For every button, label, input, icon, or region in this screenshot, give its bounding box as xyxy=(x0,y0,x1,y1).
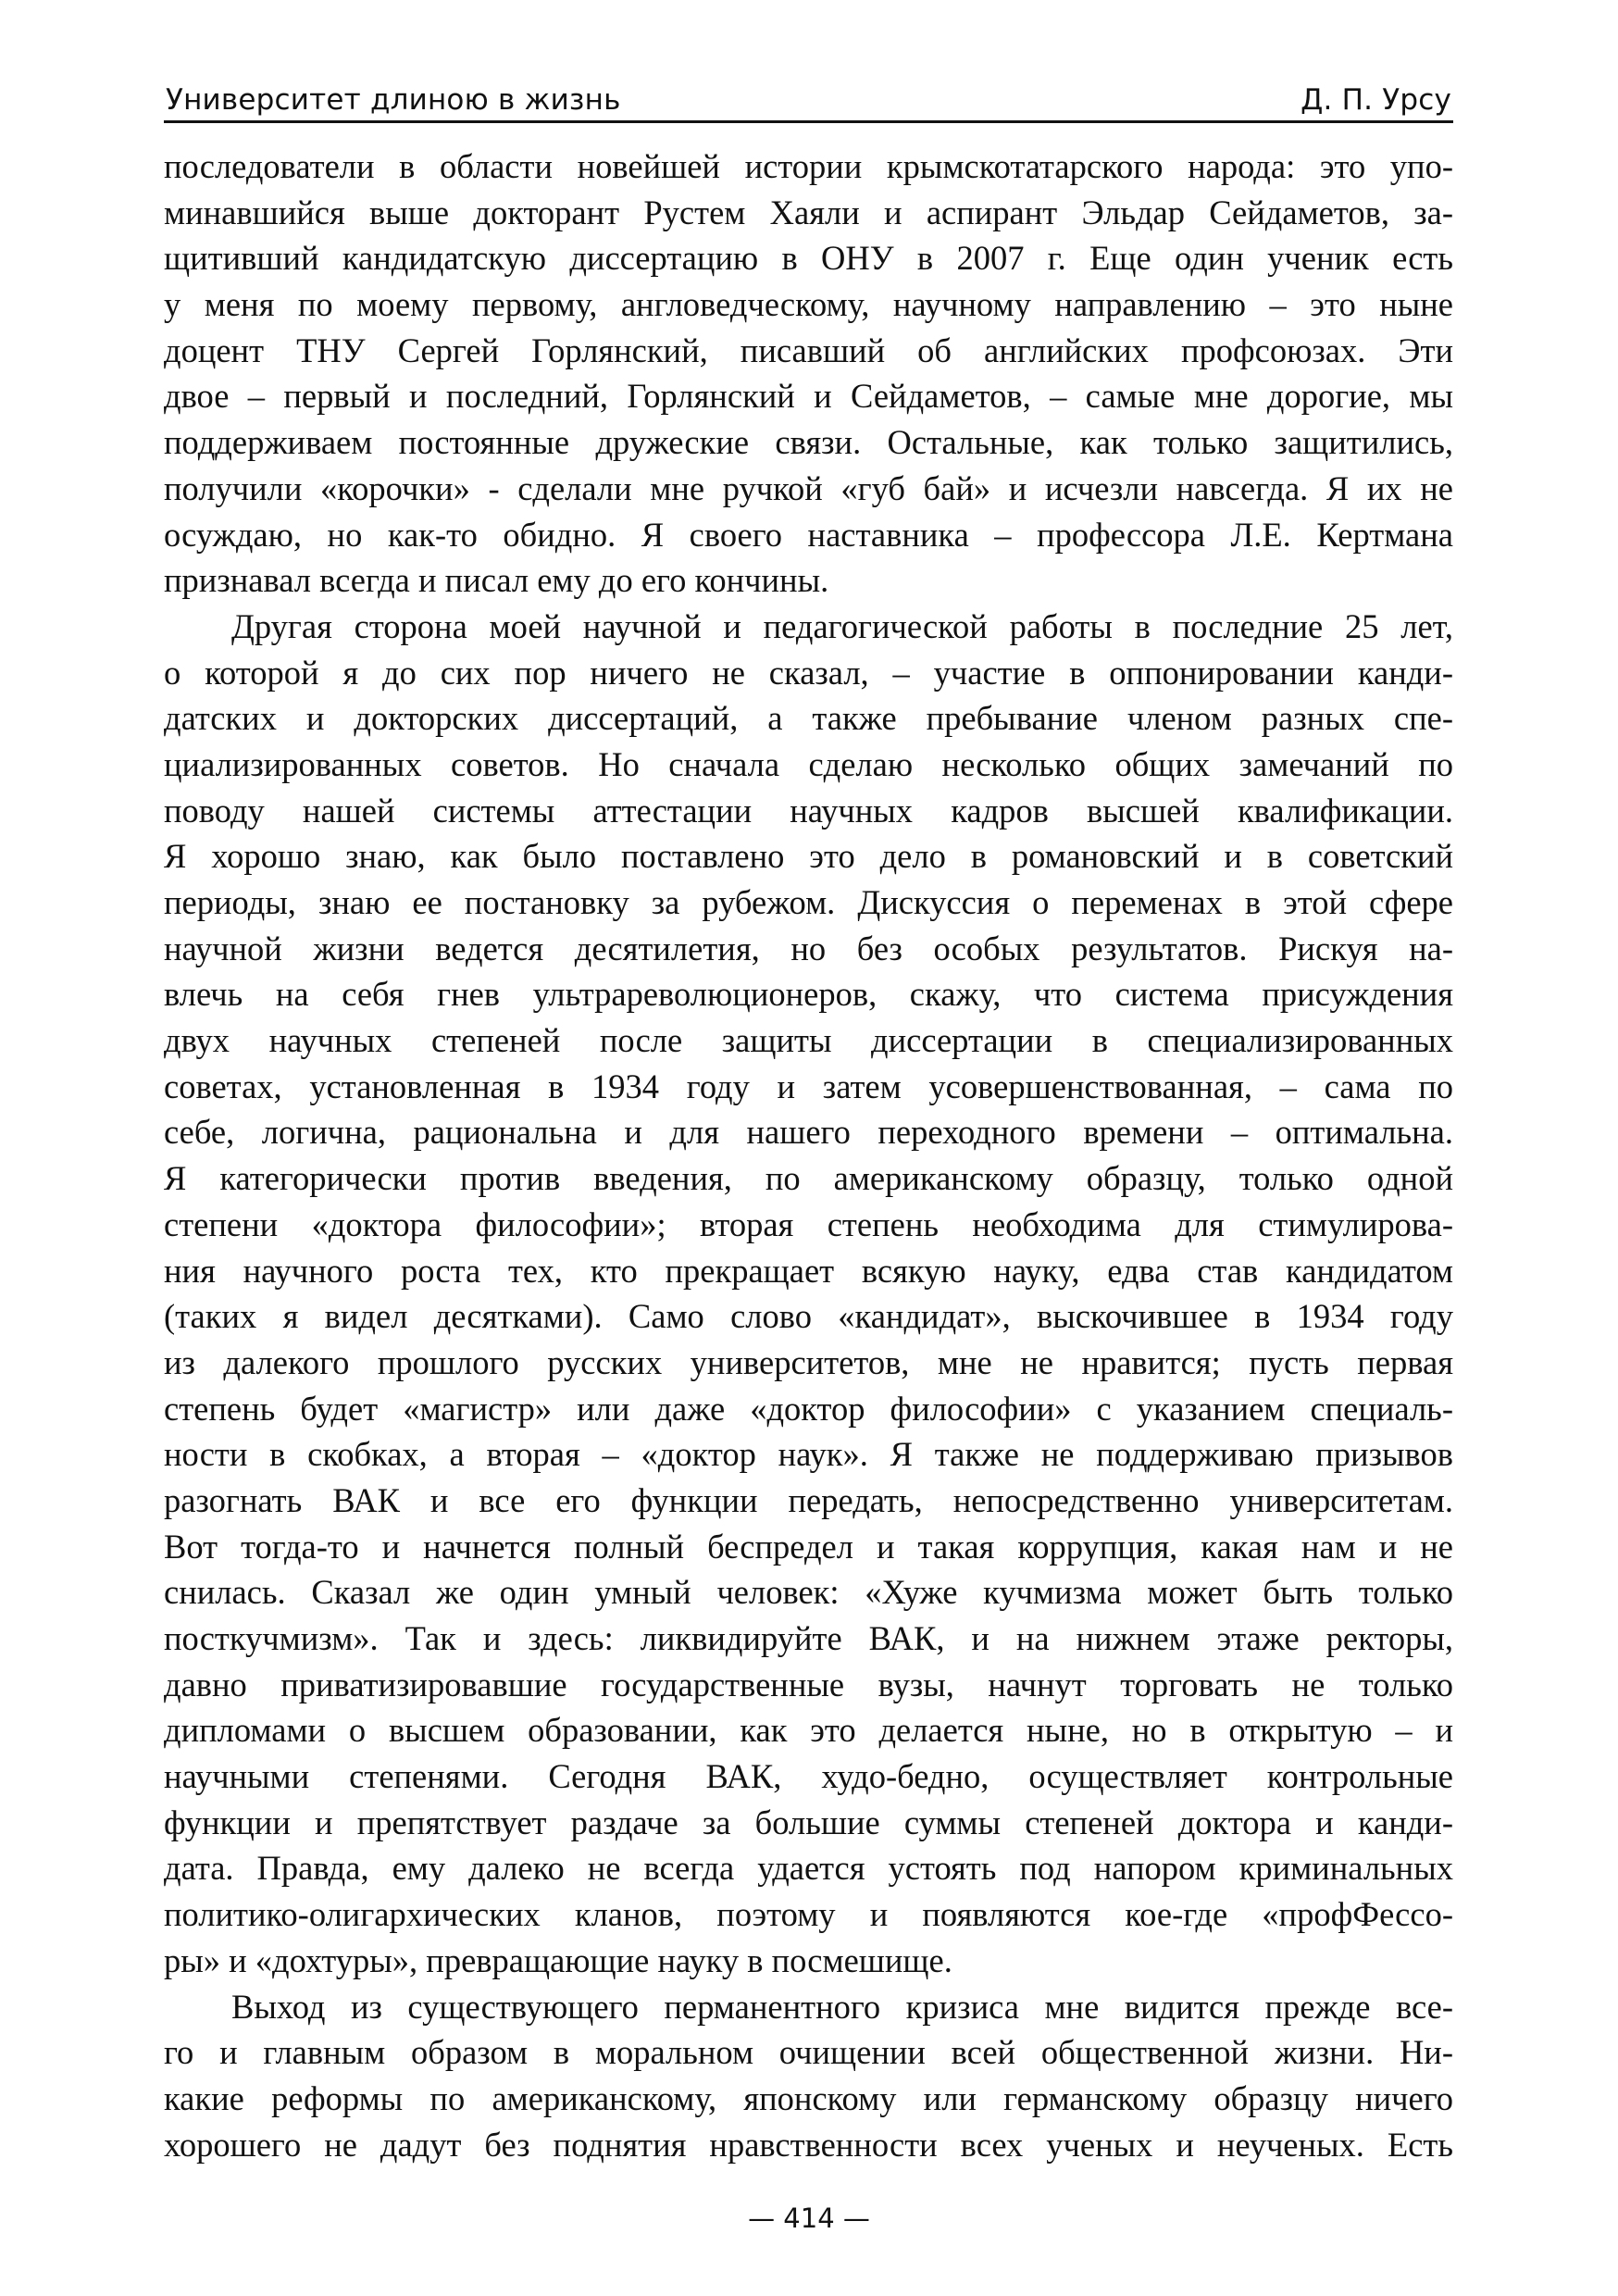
text-line: поводу нашей системы аттестации научных кадров высшей квалификации. xyxy=(164,791,1453,830)
text-line: функции и препятствует раздаче за большие суммы степеней доктора и канди- xyxy=(164,1803,1453,1841)
text-line: какие реформы по американскому, японскому или германскому образцу ничего xyxy=(164,2078,1453,2117)
text-line: Вот тогда-то и начнется полный беспредел и такая коррупция, какая нам и не xyxy=(164,1527,1453,1566)
text-line: научными степенями. Сегодня ВАК, худо-бедно, осуществляет контрольные xyxy=(164,1757,1453,1796)
body-text xyxy=(164,144,1453,2167)
paragraph xyxy=(164,144,1453,604)
paragraph xyxy=(164,604,1453,1984)
text-line: последователи в области новейшей истории крымскотатарского народа: это упо- xyxy=(164,147,1453,185)
text-line: признавал всегда и писал ему до его кончины. xyxy=(164,561,829,600)
running-head-title: Университет длиною в жизнь xyxy=(166,83,621,117)
text-line: Я категорически против введения, по американскому образцу, только одной xyxy=(164,1159,1453,1198)
text-line: разогнать ВАК и все его функции передать, непосредственно университетам. xyxy=(164,1480,1453,1519)
text-line: получили «корочки» - сделали мне ручкой «губ бай» и исчезли навсегда. Я их не xyxy=(164,468,1453,507)
text-line: (таких я видел десятками). Само слово «кандидат», выскочившее в 1934 году xyxy=(164,1297,1453,1336)
running-head xyxy=(164,80,1453,123)
text-line: влечь на себя гнев ультрареволюционеров, скажу, что система присуждения xyxy=(164,975,1453,1014)
text-line: дата. Правда, ему далеко не всегда удается устоять под напором криминальных xyxy=(164,1849,1453,1888)
text-line: двух научных степеней после защиты диссертации в специализированных xyxy=(164,1021,1453,1060)
page-number: — 414 — xyxy=(748,2202,870,2234)
text-line: советах, установленная в 1934 году и затем усовершенствованная, – сама по xyxy=(164,1067,1453,1105)
text-line: степень будет «магистр» или даже «доктор философии» с указанием специаль- xyxy=(164,1389,1453,1428)
text-line: го и главным образом в моральном очищении всей общественной жизни. Ни- xyxy=(164,2033,1453,2072)
text-line: степени «доктора философии»; вторая степень необходима для стимулирова- xyxy=(164,1204,1453,1243)
text-line: снилась. Сказал же один умный человек: «Хуже кучмизма может быть только xyxy=(164,1573,1453,1612)
text-line: хорошего не дадут без поднятия нравственности всех ученых и неученых. Есть xyxy=(164,2125,1453,2164)
text-line: Другая сторона моей научной и педагогической работы в последние 25 лет, xyxy=(231,606,1453,645)
paragraph xyxy=(164,1984,1453,2168)
text-line: научной жизни ведется десятилетия, но без особых результатов. Рискуя на- xyxy=(164,929,1453,967)
text-line: поддерживаем постоянные дружеские связи. Остальные, как только защитились, xyxy=(164,423,1453,462)
text-line: ры» и «дохтуры», превращающие науку в посмешище. xyxy=(164,1940,952,1979)
running-head-author: Д. П. Урсу xyxy=(1301,83,1451,117)
text-line: Я хорошо знаю, как было поставлено это дело в романовский и в советский xyxy=(164,837,1453,876)
text-line: периоды, знаю ее постановку за рубежом. Дискуссия о переменах в этой сфере xyxy=(164,883,1453,921)
text-line: у меня по моему первому, англоведческому, научному направлению – это ныне xyxy=(164,285,1453,324)
text-line: посткучмизм». Так и здесь: ликвидируйте ВАК, и на нижнем этаже ректоры, xyxy=(164,1619,1453,1657)
text-line: датских и докторских диссертаций, а также пребывание членом разных спе- xyxy=(164,699,1453,738)
text-line: доцент ТНУ Сергей Горлянский, писавший об английских профсоюзах. Эти xyxy=(164,331,1453,369)
text-line: двое – первый и последний, Горлянский и Сейдаметов, – самые мне дорогие, мы xyxy=(164,377,1453,416)
text-line: циализированных советов. Но сначала сделаю несколько общих замечаний по xyxy=(164,744,1453,783)
text-line: из далекого прошлого русских университетов, мне не нравится; пусть первая xyxy=(164,1342,1453,1381)
text-line: дипломами о высшем образовании, как это делается ныне, но в открытую – и xyxy=(164,1711,1453,1750)
text-line: ности в скобках, а вторая – «доктор наук». Я также не поддерживаю призывов xyxy=(164,1435,1453,1474)
text-line: Выход из существующего перманентного кризиса мне видится прежде все- xyxy=(231,1987,1453,2026)
text-line: политико-олигархических кланов, поэтому и появляются кое-где «профФессо- xyxy=(164,1895,1453,1934)
text-line: давно приватизировавшие государственные вузы, начнут торговать не только xyxy=(164,1665,1453,1703)
text-line: осуждаю, но как-то обидно. Я своего наставника – профессора Л.Е. Кертмана xyxy=(164,515,1453,554)
text-line: щитивший кандидатскую диссертацию в ОНУ в 2007 г. Еще один ученик есть xyxy=(164,239,1453,278)
text-line: минавшийся выше докторант Рустем Хаяли и аспирант Эльдар Сейдаметов, за- xyxy=(164,193,1453,231)
text-line: о которой я до сих пор ничего не сказал, – участие в оппонировании канди- xyxy=(164,653,1453,692)
text-line: себе, логична, рациональна и для нашего переходного времени – оптимальна. xyxy=(164,1113,1453,1152)
text-line: ния научного роста тех, кто прекращает всякую науку, едва став кандидатом xyxy=(164,1251,1453,1290)
